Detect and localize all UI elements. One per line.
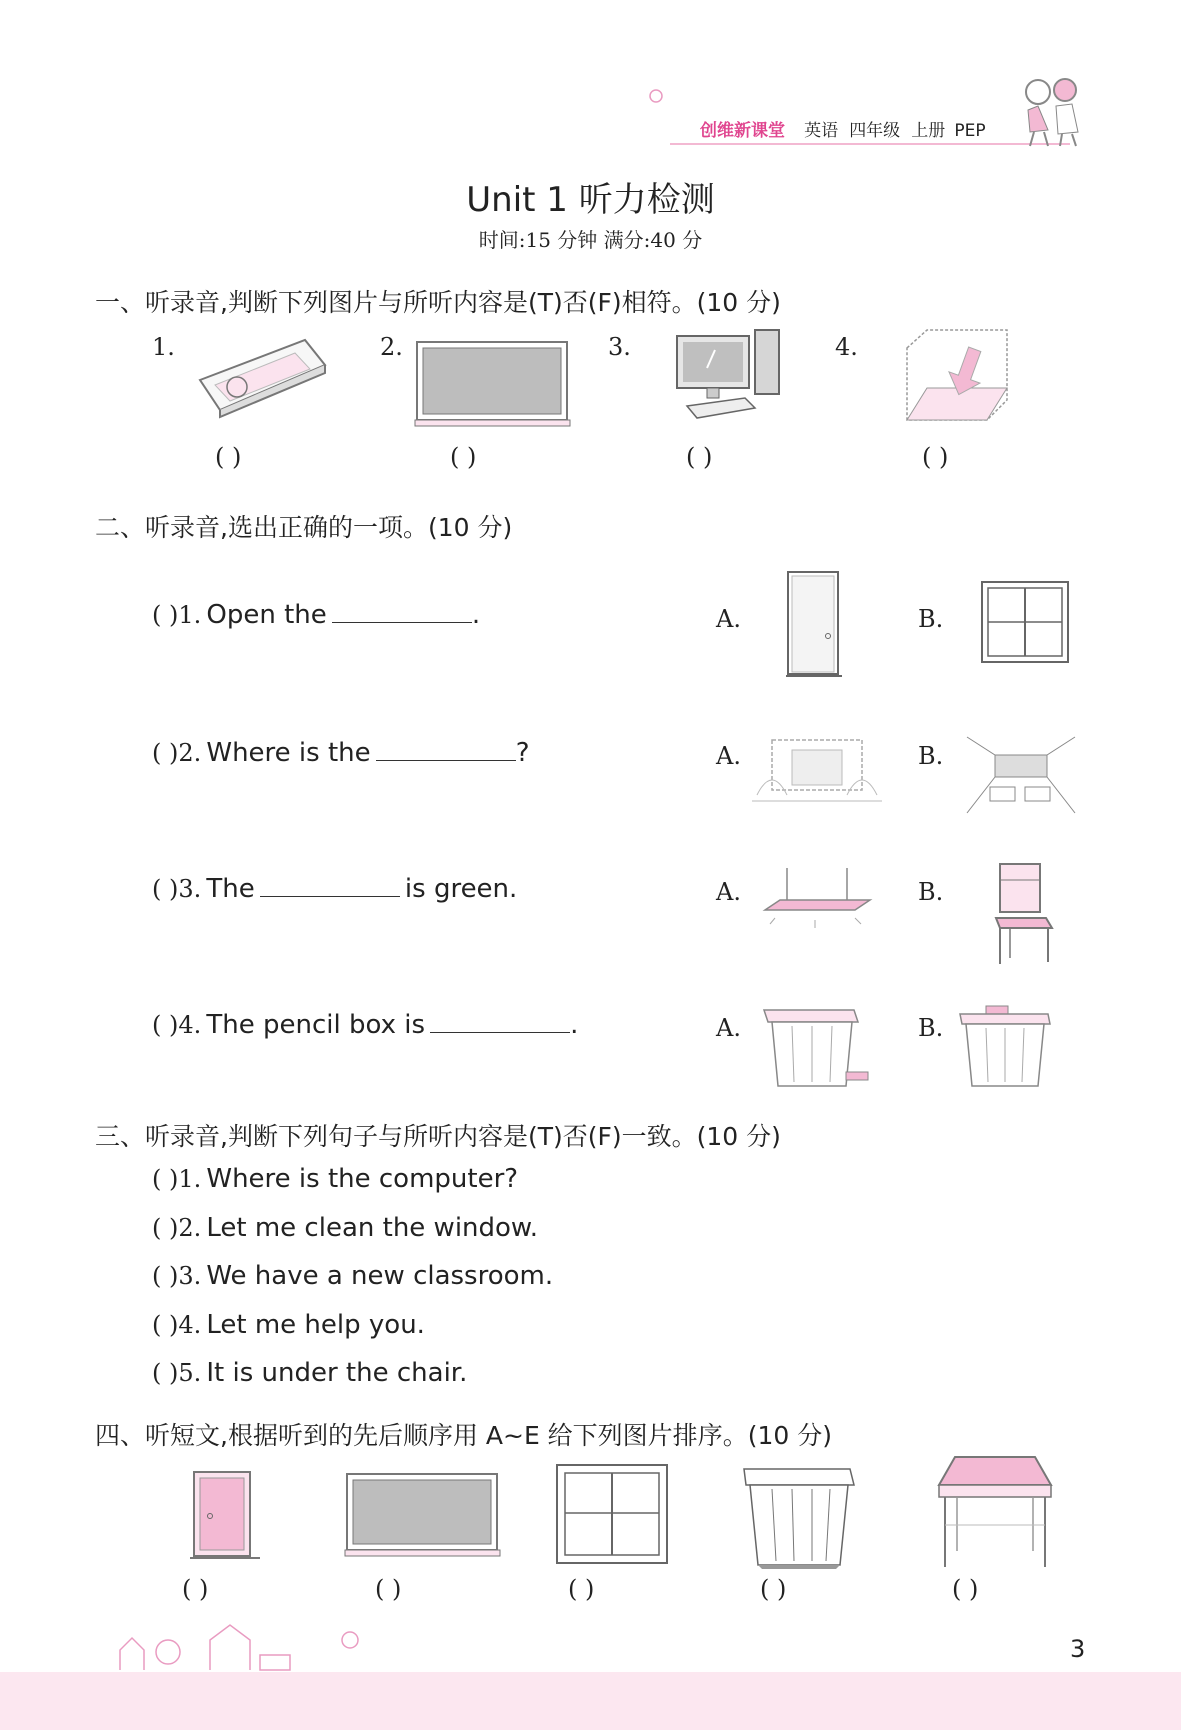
time-score: 时间:15 分钟 满分:40 分 bbox=[478, 228, 703, 252]
s2-q3-text: The bbox=[206, 874, 255, 904]
s2-q4-blank[interactable] bbox=[430, 1010, 570, 1033]
s2-question-2 bbox=[152, 738, 672, 768]
desk-basket-icon bbox=[740, 1465, 860, 1569]
s1-item4-num: 4. bbox=[835, 333, 858, 361]
s3-text-5: It is under the chair. bbox=[206, 1358, 468, 1388]
s4-answer-2[interactable]: ( ) bbox=[375, 1575, 402, 1603]
footer-town-icon bbox=[110, 1620, 390, 1675]
s2-q2-end: ? bbox=[515, 738, 530, 768]
s2-q4-end: . bbox=[570, 1010, 579, 1040]
page-title: Unit 1 听力检测 bbox=[466, 180, 715, 220]
s2-q1-option-b[interactable]: B. bbox=[918, 605, 944, 633]
s2-q3-option-a[interactable]: A. bbox=[716, 878, 741, 906]
blackboard-icon bbox=[345, 1472, 500, 1558]
window-icon bbox=[555, 1463, 670, 1567]
section3-heading: 三、听录音,判断下列句子与所听内容是(T)否(F)一致。(10 分) bbox=[95, 1122, 781, 1151]
blackboard-icon bbox=[415, 340, 570, 428]
s3-num-3: 3. bbox=[178, 1262, 202, 1290]
s2-question-4 bbox=[152, 1010, 692, 1040]
s3-row-5 bbox=[152, 1358, 467, 1388]
s3-num-1: 1. bbox=[178, 1165, 202, 1193]
chair-icon bbox=[990, 862, 1056, 967]
s2-q3-num: 3. bbox=[178, 875, 202, 903]
s2-q4-option-a[interactable]: A. bbox=[716, 1014, 741, 1042]
s2-answer-3[interactable]: ( ) bbox=[152, 875, 179, 903]
computer-icon bbox=[675, 328, 785, 423]
header-brand: 创维新课堂 bbox=[700, 121, 785, 141]
door-icon bbox=[786, 570, 842, 680]
s2-q2-option-b[interactable]: B. bbox=[918, 742, 944, 770]
floor-icon bbox=[905, 328, 1010, 423]
s3-row-1 bbox=[152, 1164, 518, 1194]
s3-num-5: 5. bbox=[178, 1359, 202, 1387]
page-number: 3 bbox=[1070, 1635, 1086, 1663]
s2-q1-end: . bbox=[471, 600, 481, 630]
s4-answer-4[interactable]: ( ) bbox=[760, 1575, 787, 1603]
s2-q2-text: Where is the bbox=[206, 738, 371, 768]
s2-q4-num: 4. bbox=[178, 1011, 202, 1039]
s2-q2-blank[interactable] bbox=[376, 738, 516, 761]
s1-answer-2[interactable]: ( ) bbox=[450, 443, 477, 471]
s4-answer-5[interactable]: ( ) bbox=[952, 1575, 979, 1603]
s2-q2-option-a[interactable]: A. bbox=[716, 742, 741, 770]
s3-text-3: We have a new classroom. bbox=[206, 1261, 554, 1291]
s2-q3-option-b[interactable]: B. bbox=[918, 878, 944, 906]
s2-question-3 bbox=[152, 874, 672, 904]
s2-answer-4[interactable]: ( ) bbox=[152, 1011, 179, 1039]
s2-q4-text: The pencil box is bbox=[206, 1010, 425, 1040]
school-icon bbox=[752, 725, 882, 805]
header bbox=[700, 116, 1030, 142]
s2-q1-blank[interactable] bbox=[332, 600, 472, 623]
header-flower-icon bbox=[646, 86, 666, 106]
section4-heading: 四、听短文,根据听到的先后顺序用 A~E 给下列图片排序。(10 分) bbox=[95, 1421, 832, 1450]
section2-heading: 二、听录音,选出正确的一项。(10 分) bbox=[95, 513, 513, 542]
door-icon bbox=[190, 1470, 260, 1560]
desk-icon bbox=[935, 1455, 1055, 1570]
s3-answer-5[interactable]: ( ) bbox=[152, 1359, 179, 1387]
s4-answer-1[interactable]: ( ) bbox=[182, 1575, 209, 1603]
s1-answer-1[interactable]: ( ) bbox=[215, 443, 242, 471]
s1-answer-3[interactable]: ( ) bbox=[686, 443, 713, 471]
s3-text-4: Let me help you. bbox=[206, 1310, 425, 1340]
s2-question-1 bbox=[152, 600, 672, 630]
s2-q1-text: Open the bbox=[206, 600, 327, 630]
s3-num-4: 4. bbox=[178, 1311, 202, 1339]
s2-q3-blank[interactable] bbox=[260, 874, 400, 897]
header-grade: 四年级 bbox=[849, 121, 901, 141]
pencil-box-icon bbox=[195, 335, 330, 420]
s3-answer-4[interactable]: ( ) bbox=[152, 1311, 179, 1339]
s1-answer-4[interactable]: ( ) bbox=[922, 443, 949, 471]
s3-num-2: 2. bbox=[178, 1214, 202, 1242]
footer-band bbox=[0, 1672, 1181, 1730]
s1-item3-num: 3. bbox=[608, 333, 631, 361]
s3-row-3 bbox=[152, 1261, 553, 1291]
s3-text-2: Let me clean the window. bbox=[206, 1213, 539, 1243]
box-on-desk-icon bbox=[958, 1006, 1052, 1088]
s2-q1-option-a[interactable]: A. bbox=[716, 605, 741, 633]
section1-heading: 一、听录音,判断下列图片与所听内容是(T)否(F)相符。(10 分) bbox=[95, 288, 781, 317]
box-near-desk-icon bbox=[762, 1006, 872, 1088]
s2-q2-num: 2. bbox=[178, 739, 202, 767]
s1-item2-num: 2. bbox=[380, 333, 403, 361]
header-kids-icon bbox=[1010, 70, 1090, 150]
s1-item1-num: 1. bbox=[152, 333, 175, 361]
classroom-icon bbox=[965, 735, 1077, 815]
s3-text-1: Where is the computer? bbox=[206, 1164, 519, 1194]
s3-row-2 bbox=[152, 1213, 538, 1243]
s4-answer-3[interactable]: ( ) bbox=[568, 1575, 595, 1603]
s3-answer-2[interactable]: ( ) bbox=[152, 1214, 179, 1242]
s3-row-4 bbox=[152, 1310, 425, 1340]
light-icon bbox=[755, 868, 885, 938]
s2-answer-2[interactable]: ( ) bbox=[152, 739, 179, 767]
header-volume: 上册 bbox=[911, 121, 946, 141]
s3-answer-1[interactable]: ( ) bbox=[152, 1165, 179, 1193]
header-subject: 英语 bbox=[804, 121, 839, 141]
s2-q1-num: 1. bbox=[178, 601, 202, 629]
s2-answer-1[interactable]: ( ) bbox=[152, 601, 179, 629]
s3-answer-3[interactable]: ( ) bbox=[152, 1262, 179, 1290]
s2-q4-option-b[interactable]: B. bbox=[918, 1014, 944, 1042]
s2-q3-end: is green. bbox=[404, 874, 518, 904]
header-edition: PEP bbox=[954, 121, 986, 141]
window-icon bbox=[980, 580, 1070, 666]
